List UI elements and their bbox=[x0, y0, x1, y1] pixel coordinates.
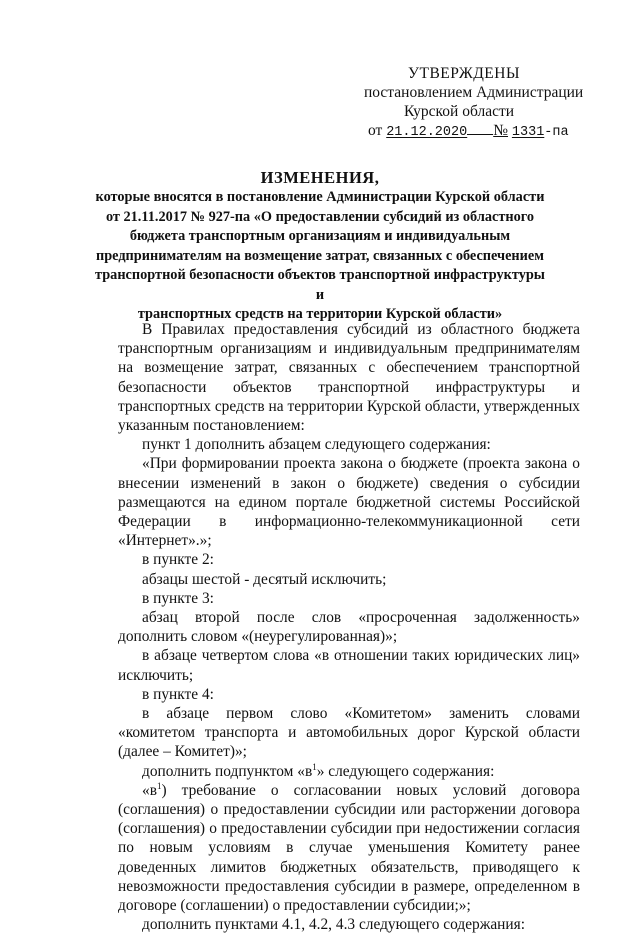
approval-date-line bbox=[368, 121, 569, 142]
superscript: 1 bbox=[156, 780, 162, 791]
paragraph: в пункте 3: bbox=[142, 589, 214, 607]
title-line: транспортной безопасности объектов транспортной инфраструктуры и bbox=[95, 267, 545, 303]
paragraph-text: » следующего содержания: bbox=[316, 762, 495, 780]
number-suffix: -па bbox=[544, 125, 569, 140]
approved-region: Курской области bbox=[404, 103, 515, 120]
superscript: 1 bbox=[312, 761, 317, 772]
paragraph: в пункте 2: bbox=[142, 551, 214, 569]
date-prefix: от bbox=[368, 122, 383, 139]
approved-by-line: постановлением Администрации bbox=[364, 84, 584, 101]
paragraph-text: дополнить подпунктом «в bbox=[142, 762, 313, 780]
paragraph: в абзаце четвертом слова «в отношении таких юридических лиц» исключить; bbox=[118, 647, 580, 684]
paragraph-text: ) требование о согласовании новых условий договора (соглашения) о предоставлении субсидии или расторжении договора (соглашения) о предоставлении субсидии при недостижении согласия по новым условиям в случае уменьшения Комитету ранее доведенных лимитов бюджетных обязательств, приводящего к невозможности предоставления субсидии в размере, определенном в договоре (соглашении) о предоставлении субсидии;»; bbox=[118, 781, 580, 915]
paragraph bbox=[118, 762, 580, 781]
number-sign: № bbox=[493, 122, 509, 139]
paragraph: абзацы шестой - десятый исключить; bbox=[142, 570, 387, 588]
title-line: бюджета транспортным организациям и индивидуальным bbox=[129, 228, 511, 244]
approved-label: УТВЕРЖДЕНЫ bbox=[408, 65, 520, 82]
title-line: от 21.11.2017 № 927-па «О предоставлении субсидий из областного bbox=[105, 208, 535, 225]
paragraph: в абзаце первом слово «Комитетом» заменить словами «комитетом транспорта и автомобильных дорог Курской области (далее – Комитет)»; bbox=[118, 705, 580, 761]
document-title bbox=[90, 168, 550, 325]
paragraph-text: «в bbox=[142, 781, 157, 799]
intro-paragraph: В Правилах предоставления субсидий из областного бюджета транспортным организациям и индивидуальным предпринимателям на возмещение затрат, связанных с обеспечением транспортной безопасности объектов транспортной инфраструктуры и транспортных средств на территории Курской области, утвержденных указанным постановлением: bbox=[118, 321, 580, 435]
paragraph: в пункте 4: bbox=[142, 685, 214, 703]
date-number-gap bbox=[467, 133, 493, 135]
title-line: которые вносятся в постановление Администрации Курской области bbox=[95, 189, 545, 205]
paragraph bbox=[118, 781, 580, 915]
title-line: транспортных средств на территории Курской области» bbox=[137, 306, 503, 322]
title-heading: ИЗМЕНЕНИЯ, bbox=[260, 168, 380, 187]
approval-number: 1331 bbox=[511, 125, 545, 140]
document-body bbox=[118, 320, 580, 935]
paragraph: пункт 1 дополнить абзацем следующего содержания: bbox=[142, 436, 491, 454]
paragraph: дополнить пунктами 4.1, 4.2, 4.3 следующего содержания: bbox=[142, 916, 526, 934]
paragraph: абзац второй после слов «просроченная задолженность» дополнить словом «(неурегулированная)»; bbox=[118, 609, 580, 646]
title-line: предпринимателям на возмещение затрат, связанных с обеспечением bbox=[95, 247, 544, 264]
paragraph: «При формировании проекта закона о бюджете (проекта закона о внесении изменений в закон о бюджете) сведения о субсидии размещаются на едином портале бюджетной системы Российской Федерации в информационно-телекоммуникационной сети «Интернет».»; bbox=[118, 455, 580, 550]
approval-date: 21.12.2020 bbox=[386, 125, 468, 140]
